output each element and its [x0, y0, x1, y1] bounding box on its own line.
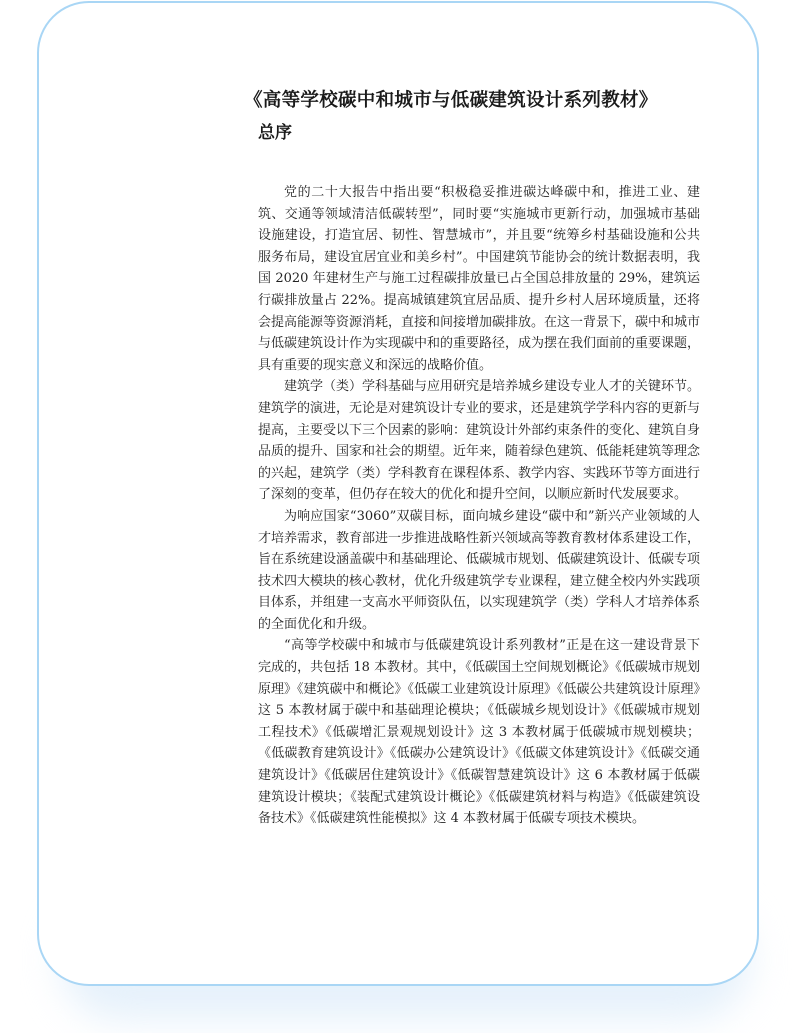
paragraph: 为响应国家“3060”双碳目标，面向城乡建设“碳中和”新兴产业领域的人才培养需求，教育部进一步推进战略性新兴领域高等教育教材体系建设工作，旨在系统建设涵盖碳中和基础理论、低碳城市规划、低碳建筑设计、低碳专项技术四大模块的核心教材，优化升级建筑学专业课程，建立健全校内外实践项目体系，并组建一支高水平师资队伍，以实现建筑学（类）学科人才培养体系的全面优化和升级。	[258, 508, 701, 632]
preface-body	[258, 182, 700, 830]
section-heading: 总序	[258, 123, 292, 143]
paragraph: 建筑学（类）学科基础与应用研究是培养城乡建设专业人才的关键环节。建筑学的演进，无论是对建筑设计专业的要求，还是建筑学学科内容的更新与提高，主要受以下三个因素的影响：建筑设计外部约束条件的变化、建筑自身品质的提升、国家和社会的期望。近年来，随着绿色建筑、低能耗建筑等理念的兴起，建筑学（类）学科教育在课程体系、教学内容、实践环节等方面进行了深刻的变革，但仍存在较大的优化和提升空间，以顺应新时代发展要求。	[258, 379, 701, 503]
series-title: 《高等学校碳中和城市与低碳建筑设计系列教材》	[244, 90, 658, 111]
paragraph: “高等学校碳中和城市与低碳建筑设计系列教材”正是在这一建设背景下完成的，共包括 18 本教材。其中，《低碳国土空间规划概论》《低碳城市规划原理》《建筑碳中和概论》《低碳工业建筑设计原理》《低碳公共建筑设计原理》这 5 本教材属于碳中和基础理论模块；《低碳城乡规划设计》《低碳城市规划工程技术》《低碳增汇景观规划设计》这 3 本教材属于低碳城市规划模块；《低碳教育建筑设计》《低碳办公建筑设计》《低碳文体建筑设计》《低碳交通建筑设计》《低碳居住建筑设计》《低碳智慧建筑设计》这 6 本教材属于低碳建筑设计模块；《装配式建筑设计概论》《低碳建筑材料与构造》《低碳建筑设备技术》《低碳建筑性能模拟》这 4 本教材属于低碳专项技术模块。	[258, 638, 701, 827]
paragraph: 党的二十大报告中指出要“积极稳妥推进碳达峰碳中和，推进工业、建筑、交通等领域清洁低碳转型”，同时要“实施城市更新行动，加强城市基础设施建设，打造宜居、韧性、智慧城市”，并且要“统筹乡村基础设施和公共服务布局，建设宜居宜业和美乡村”。中国建筑节能协会的统计数据表明，我国 2020 年建材生产与施工过程碳排放量已占全国总排放量的 29%，建筑运行碳排放量占 22%。提高城镇建筑宜居品质、提升乡村人居环境质量，还将会提高能源等资源消耗，直接和间接增加碳排放。在这一背景下，碳中和城市与低碳建筑设计作为实现碳中和的重要路径，成为摆在我们面前的重要课题，具有重要的现实意义和深远的战略价值。	[258, 185, 701, 373]
